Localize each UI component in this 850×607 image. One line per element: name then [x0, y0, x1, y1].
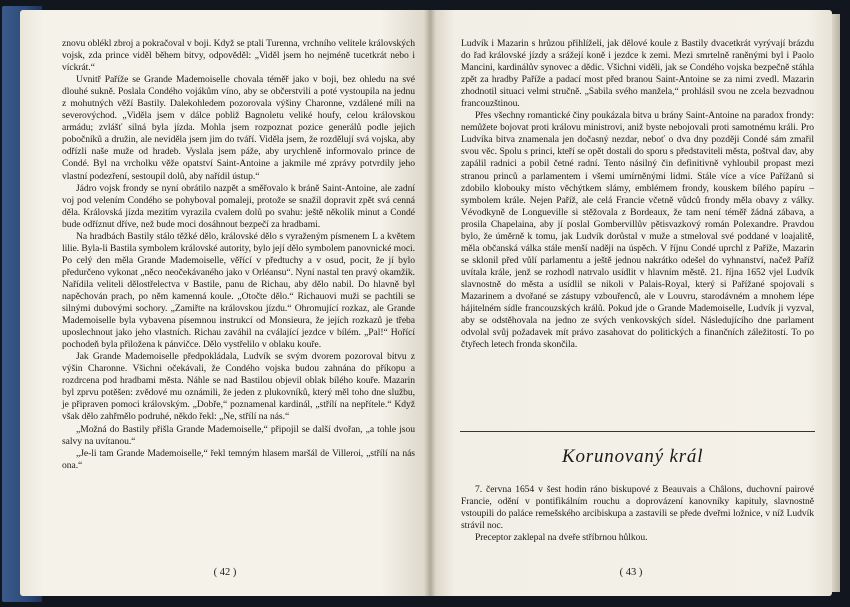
paragraph: 7. června 1654 v šest hodin ráno biskupové z Beauvais a Châlons, duchovní pairové Francie, odění v pontifikálním rouchu a doprovázení kanovníky kapituly, slavnostně vstoupili do paláce remešského arcibiskupa a zastavili se přede dveřmi ložnice, v níž Ludvík strávil noc.: [461, 484, 814, 532]
chapter-title: Korunovaný král: [562, 446, 704, 467]
left-page-text: [62, 38, 415, 472]
page-stack-edge: [832, 14, 840, 592]
page-number-right: ( 43 ): [619, 567, 643, 578]
book-gutter-shadow: [424, 10, 436, 596]
paragraph: Jak Grande Mademoiselle předpokládala, Ludvík se svým dvorem pozoroval bitvu z výšin Charonne. Všichni očekávali, že Condého vojska budou zahnána do příkopu a rozdrcena pod hradbami města. Náhle se nad Bastilou objevil oblak bílého kouře. Mazarin byl zprvu potěšen: zvědové mu oznámili, že jeden z plukovníků, který měl toho dne službu, je připraven pomoci královským. „Dobře,“ poznamenal kardinál, „střílí na nepřítele.“ Když však dělo zahřmělo podruhé, někdo řekl: „Ne, střílí na nás.“: [62, 351, 415, 423]
right-page-text-top: [461, 38, 814, 351]
paragraph: Jádro vojsk frondy se nyní obrátilo nazpět a směřovalo k bráně Saint-Antoine, ale zadní voj pod velením Condého se pohyboval pomaleji, protože se snažil dopravit zpět svá cenná děla. Královská jízda mezitím vyrazila cvalem dolů po svahu: ještě několik minut a Condé bude odříznut dříve, než bude moci dosáhnout bezpečí za hradbami.: [62, 182, 415, 230]
paragraph: „Je-li tam Grande Mademoiselle,“ řekl temným hlasem maršál de Villeroi, „střílí na nás ona.“: [62, 447, 415, 471]
paragraph: „Možná do Bastily přišla Grande Mademoiselle,“ připojil se další dvořan, „a tohle jsou salvy na uvítanou.“: [62, 423, 415, 447]
chapter-divider-rule: [460, 431, 815, 432]
page-number-left: ( 42 ): [213, 567, 237, 578]
right-page-text-bottom: [461, 484, 814, 544]
paragraph: Přes všechny romantické činy poukázala bitva u brány Saint-Antoine na paradox frondy: nemůžete bojovat proti královu ministrovi, aniž byste nebojovali proti samotnému králi. Pro Ludvíka bitva znamenala jen dočasný nezdar, neboť o dva dny později Condé sám zmařil svou věc. Spolu s princi, kteří se opět dostali do sporu s představiteli města, poštval dav, aby zapálil radnici a pobil četné radní. Tento násilný čin definitivně vyhloubil propast mezi stranou princů a parlamentem i všemi umírněnými lidmi. Stále více a více Pařížanů si zdobilo klobouky místo věchýtkem slámy, emblémem frondy, kouskem bílého papíru – symbolem krále. Nejen Paříž, ale celá Francie včetně vůdců frondy měla obavy z války. Vévodkyně de Longueville si stěžovala z Bordeaux, že tam není téměř žádná zábava, a prosila Chapelaina, aby jí poslal Gombervillův pětisvazkový román Polexandre. Pravdou bylo, že úměrně k tomu, jak Ludvík dorůstal v muže a stmeloval své poddané v loajalitě, měla občanská válka stále menší naději na úspěch. V říjnu Condé uprchl z Paříže, Mazarin se sklonil před vůlí parlamentu a ještě jednou nakrátko odešel do vyhnanství, načež Paříž uvítala krále, jenž se rozhodl natrvalo usídlit v hlavním městě. 21. října 1652 vjel Ludvík slavnostně do města a usídlil se nikoli v Palais-Royal, který si Pařížané spojovali s Mazarinem a dvořané se zástupy vzbouřenců, ale v Louvru, starodávném a mnohem lépe hájitelném sídle francouzských králů. Pokud jde o Grande Mademoiselle, Ludvík ji vyzval, aby se odstěhovala na jedno ze svých venkovských sídel. Následujícího dne parlament odvolal svůj požadavek mít právo zasahovat do politických a finančních záležitostí. To po čtyřech letech fronda skončila.: [461, 110, 814, 351]
paragraph: znovu oblékl zbroj a pokračoval v boji. Když se ptali Turenna, vrchního velitele královských vojsk, zda prince viděl během bitvy, odpověděl: „Viděl jsem ho nejméně tucetkrát nebo i víckrát.“: [62, 38, 415, 74]
left-page: [20, 10, 430, 596]
paragraph: Na hradbách Bastily stálo těžké dělo, královské dělo s vyraženým písmenem L a květem lilie. Byla-li Bastila symbolem královské autority, bylo její dělo symbolem panovnické moci. Po celý den měla Grande Mademoiselle, věřící v předtuchy a v osud, pocit, že jí bylo předurčeno vykonat „něco neočekávaného jako v Orléansu“. Nyní nastal ten pravý okamžik. Nařídila veliteli dělostřelectva v Bastile, panu de Richau, aby dělo nabil. Do hlavně byl napěchován prach, po něm kamenná koule. „Otočte dělo.“ Richauovi muži se pachtili se silnými dubovými sochory. „Zamiřte na královskou jízdu.“ Ohromující rozkaz, ale Grande Mademoiselle byla vybavena písemnou instrukcí od Monsieura, že jejích rozkazů je třeba uposlechnout jako jeho vlastních. Richau zaváhil na cválající jezdce v bílém. „Pal!“ Hořící pochodeň byla přiložena k pánvičce. Dělo vystřelilo v oblaku kouře.: [62, 230, 415, 351]
paragraph: Uvnitř Paříže se Grande Mademoiselle chovala téměř jako v boji, bez ohledu na své dlouhé sukně. Poslala Condého vojákům víno, aby se občerstvili a poté vystoupila na jednu z mohutných věží Bastily. Dalekohledem pozorovala výšiny Charonne, vzdálené míli na severovýchod. „Viděla jsem v dálce pobliž Bagnoletu veliké houfy, celou královskou armádu; zvlášť silná byla jízda. Mohla jsem rozpoznat pozice generálů podle jejich pobočníků a družin, ale neviděla jsem jim do tváří. Viděla jsem, že rozdělují svá vojska, aby odřízli naše muže od hradeb. Vyslala jsem páže, aby urychleně informovalo prince de Condé. Byl na vrcholku věže opatství Saint-Antoine a jakmile mé zprávy potvrdily jeho vlastní podezření, sestoupil dolů, aby nařídil ústup.“: [62, 74, 415, 182]
paragraph: Preceptor zaklepal na dveře stříbrnou hůlkou.: [475, 532, 648, 544]
paragraph: Ludvík i Mazarin s hrůzou přihlíželi, jak dělové koule z Bastily dvacetkrát vyrývají brázdu do řad královské jízdy a srážejí koně i jezdce k zemi. Mezi smrtelně raněnými byl i Paolo Mancini, kardinálův synovec a dědic. Všichni viděli, jak se Condého vojska bezpečně stáhla zpět za hradby Paříže a padací most před branou Saint-Antoine se za nimi zvedl. Mazarin zhodnotil situaci velmi stručně. „Sabila svého manžela,“ prohlásil svou ne zcela bezvadnou francouzštinou.: [461, 38, 814, 110]
right-page: [430, 10, 832, 596]
